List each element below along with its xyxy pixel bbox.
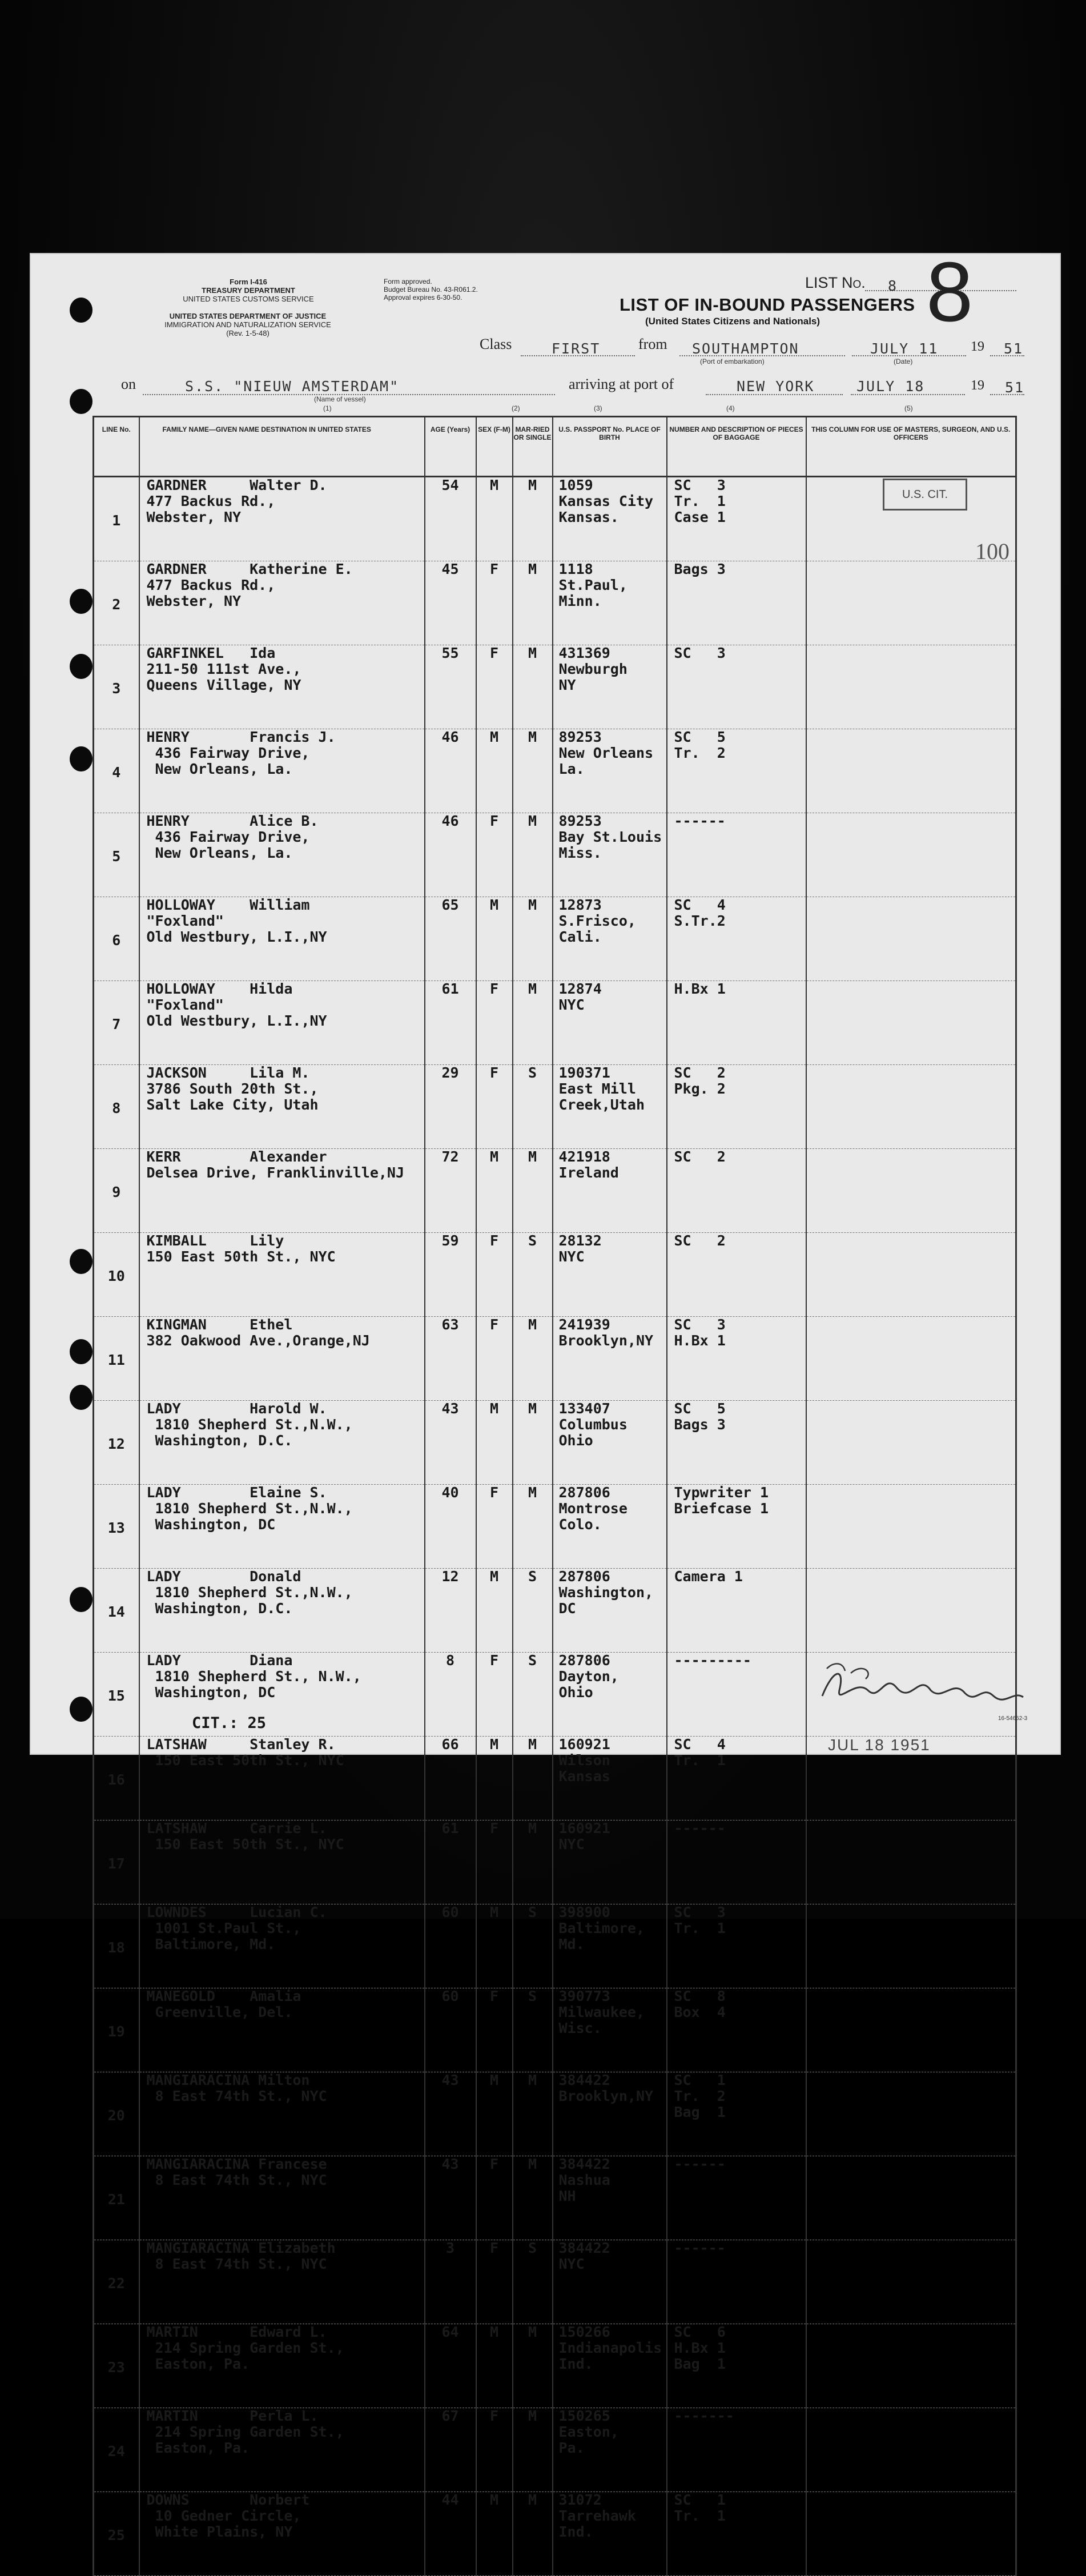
row-baggage: ------ (667, 813, 806, 897)
row-line-number: 7 (94, 981, 139, 1065)
row-line-number: 11 (94, 1317, 139, 1401)
row-line-number: 6 (94, 897, 139, 981)
inspector-signature (811, 1656, 1033, 1719)
punch-hole (70, 1249, 92, 1274)
received-date-stamp: JUL 18 1951 (828, 1736, 931, 1754)
row-age: 61 (425, 981, 476, 1065)
col-header-officers: THIS COLUMN FOR USE OF MASTERS, SURGEON, AND U.S. OFFICERS (806, 417, 1016, 477)
on-label: on (121, 376, 136, 392)
row-marital-status: S (513, 1988, 553, 2072)
row-officer-notes (806, 561, 1016, 645)
row-line-number: 8 (94, 1065, 139, 1149)
row-line-number: 20 (94, 2072, 139, 2156)
row-sex: F (476, 1653, 513, 1737)
row-baggage: SC 5 Tr. 2 (667, 729, 806, 813)
row-line-number: 17 (94, 1821, 139, 1904)
row-passport: 431369 Newburgh NY (553, 645, 667, 729)
row-passport: 384422 Brooklyn,NY (553, 2072, 667, 2156)
table-row (94, 1065, 1016, 1149)
row-baggage: SC 4 S.Tr.2 (667, 897, 806, 981)
col-num-3: (3) (594, 404, 602, 412)
row-name: LADY Diana 1810 Shepherd St., N.W., Washington, DC (139, 1653, 425, 1737)
row-sex: F (476, 2156, 513, 2240)
row-age: 59 (425, 1233, 476, 1317)
justice-dept: UNITED STATES DEPARTMENT OF JUSTICE (169, 312, 327, 320)
col-header-name: FAMILY NAME—GIVEN NAME DESTINATION IN UNITED STATES (139, 417, 425, 477)
row-baggage: SC 3 Tr. 1 Case 1 (667, 477, 806, 561)
col-num-5: (5) (904, 404, 913, 412)
row-line-number: 15 (94, 1653, 139, 1737)
row-officer-notes (806, 1401, 1016, 1485)
passenger-table (92, 416, 1017, 2576)
punch-hole (70, 654, 92, 679)
punch-hole (70, 1339, 92, 1364)
row-officer-notes (806, 645, 1016, 729)
row-officer-notes (806, 1485, 1016, 1569)
table-row (94, 897, 1016, 981)
row-sex: F (476, 981, 513, 1065)
col-num-2: (2) (512, 404, 520, 412)
row-marital-status: M (513, 561, 553, 645)
row-age: 65 (425, 897, 476, 981)
row-age: 54 (425, 477, 476, 561)
row-officer-notes (806, 2156, 1016, 2240)
row-marital-status: M (513, 2324, 553, 2408)
from-value: SOUTHAMPTON (692, 340, 799, 357)
row-line-number: 22 (94, 2240, 139, 2324)
row-sex: F (476, 2408, 513, 2492)
table-row (94, 1317, 1016, 1401)
row-baggage: SC 2 Pkg. 2 (667, 1065, 806, 1149)
row-name: HOLLOWAY William "Foxland" Old Westbury, L.I.,NY (139, 897, 425, 981)
row-baggage: SC 4 Tr. 1 (667, 1737, 806, 1821)
row-baggage: SC 2 (667, 1233, 806, 1317)
passenger-count-note: 100 (975, 538, 1009, 564)
row-name: KERR Alexander Delsea Drive, Franklinville,NJ (139, 1149, 425, 1233)
row-baggage: SC 8 Box 4 (667, 1988, 806, 2072)
row-officer-notes (806, 1569, 1016, 1653)
row-age: 64 (425, 2324, 476, 2408)
punch-hole (70, 1697, 92, 1722)
row-name: HOLLOWAY Hilda "Foxland" Old Westbury, L.I.,NY (139, 981, 425, 1065)
row-line-number: 24 (94, 2408, 139, 2492)
row-baggage: SC 5 Bags 3 (667, 1401, 806, 1485)
approval-block (384, 278, 555, 302)
row-baggage: Bags 3 (667, 561, 806, 645)
row-passport: 384422 NYC (553, 2240, 667, 2324)
row-baggage: SC 3 (667, 645, 806, 729)
list-no-value: 8 (888, 278, 898, 294)
row-officer-notes (806, 729, 1016, 813)
row-marital-status: S (513, 2240, 553, 2324)
table-row (94, 2408, 1016, 2492)
form-number: 16-54652-3 (998, 1715, 1028, 1722)
row-age: 46 (425, 813, 476, 897)
row-line-number: 10 (94, 1233, 139, 1317)
col-header-baggage: NUMBER AND DESCRIPTION OF PIECES OF BAGGAGE (667, 417, 806, 477)
arrival-date: JULY 18 (856, 378, 925, 395)
row-officer-notes (806, 981, 1016, 1065)
row-marital-status: M (513, 645, 553, 729)
row-officer-notes (806, 2408, 1016, 2492)
row-sex: M (476, 729, 513, 813)
approval-line: Approval expires 6-30-50. (384, 294, 462, 302)
port-caption: (Port of embarkation) (700, 357, 765, 365)
row-officer-notes (806, 2324, 1016, 2408)
row-age: 8 (425, 1653, 476, 1737)
row-line-number: 9 (94, 1149, 139, 1233)
row-marital-status: M (513, 2072, 553, 2156)
row-name: HENRY Alice B. 436 Fairway Drive, New Orleans, La. (139, 813, 425, 897)
table-row (94, 1821, 1016, 1904)
row-name: LATSHAW Carrie L. 150 East 50th St., NYC (139, 1821, 425, 1904)
table-header-row (94, 417, 1016, 477)
row-sex: M (476, 1737, 513, 1821)
row-passport: 150266 Indianapolis Ind. (553, 2324, 667, 2408)
row-passport: 89253 New Orleans La. (553, 729, 667, 813)
row-name: JACKSON Lila M. 3786 South 20th St., Salt Lake City, Utah (139, 1065, 425, 1149)
row-officer-notes (806, 1233, 1016, 1317)
row-sex: F (476, 561, 513, 645)
table-row (94, 1904, 1016, 1988)
page-subtitle: (United States Citizens and Nationals) (645, 316, 820, 327)
table-row (94, 981, 1016, 1065)
row-passport: 150265 Easton, Pa. (553, 2408, 667, 2492)
row-name: GARDNER Walter D. 477 Backus Rd., Webster, NY (139, 477, 425, 561)
row-age: 63 (425, 1317, 476, 1401)
row-age: 12 (425, 1569, 476, 1653)
customs-service: UNITED STATES CUSTOMS SERVICE (183, 295, 314, 303)
row-sex: F (476, 1821, 513, 1904)
row-passport: 1059 Kansas City Kansas. (553, 477, 667, 561)
row-name: LADY Elaine S. 1810 Shepherd St.,N.W., Washington, DC (139, 1485, 425, 1569)
class-value: FIRST (552, 340, 601, 357)
row-passport: 190371 East Mill Creek,Utah (553, 1065, 667, 1149)
row-marital-status: M (513, 1737, 553, 1821)
row-marital-status: M (513, 2156, 553, 2240)
table-row (94, 2240, 1016, 2324)
us-cit-stamp: U.S. CIT. (883, 479, 967, 511)
row-officer-notes (806, 813, 1016, 897)
table-row (94, 1485, 1016, 1569)
row-line-number: 2 (94, 561, 139, 645)
punch-hole (70, 1385, 92, 1410)
row-line-number: 5 (94, 813, 139, 897)
table-row (94, 729, 1016, 813)
row-line-number: 21 (94, 2156, 139, 2240)
row-officer-notes (806, 1149, 1016, 1233)
row-marital-status: M (513, 897, 553, 981)
col-num-1: (1) (323, 404, 332, 412)
vessel-caption: (Name of vessel) (314, 395, 366, 403)
punch-hole (70, 589, 92, 614)
col-num-4: (4) (726, 404, 735, 412)
row-officer-notes (806, 897, 1016, 981)
row-age: 29 (425, 1065, 476, 1149)
row-name: LADY Harold W. 1810 Shepherd St.,N.W., Washington, D.C. (139, 1401, 425, 1485)
table-row (94, 1401, 1016, 1485)
row-name: MANGIARACINA Milton 8 East 74th St., NYC (139, 2072, 425, 2156)
row-age: 45 (425, 561, 476, 645)
row-age: 3 (425, 2240, 476, 2324)
row-name: HENRY Francis J. 436 Fairway Drive, New Orleans, La. (139, 729, 425, 813)
col-header-married: MAR-RIED OR SINGLE (513, 417, 553, 477)
row-baggage: SC 1 Tr. 2 Bag 1 (667, 2072, 806, 2156)
row-name: LADY Donald 1810 Shepherd St.,N.W., Washington, D.C. (139, 1569, 425, 1653)
punch-hole (70, 1587, 92, 1612)
row-name: DOWNS Norbert 10 Gedner Circle, White Plains, NY (139, 2492, 425, 2576)
row-sex: M (476, 2324, 513, 2408)
row-age: 46 (425, 729, 476, 813)
row-passport: 287806 Montrose Colo. (553, 1485, 667, 1569)
row-passport: 287806 Washington, DC (553, 1569, 667, 1653)
year-prefix: 19 (971, 339, 984, 354)
row-age: 61 (425, 1821, 476, 1904)
table-row (94, 2492, 1016, 2576)
row-age: 55 (425, 645, 476, 729)
row-baggage: ------ (667, 1821, 806, 1904)
row-age: 40 (425, 1485, 476, 1569)
table-row (94, 477, 1016, 561)
row-officer-notes (806, 1065, 1016, 1149)
approval-line: Form approved. (384, 278, 432, 286)
row-baggage: SC 1 Tr. 1 (667, 2492, 806, 2576)
row-marital-status: S (513, 1569, 553, 1653)
row-marital-status: M (513, 1317, 553, 1401)
row-marital-status: S (513, 1653, 553, 1737)
row-sex: F (476, 645, 513, 729)
row-passport: 390773 Milwaukee, Wisc. (553, 1988, 667, 2072)
table-row (94, 1149, 1016, 1233)
from-label: from (638, 336, 667, 352)
row-marital-status: M (513, 1401, 553, 1485)
row-sex: F (476, 1317, 513, 1401)
year-sailed: 51 (1004, 340, 1024, 357)
row-passport: 241939 Brooklyn,NY (553, 1317, 667, 1401)
ins-name: IMMIGRATION AND NATURALIZATION SERVICE (164, 320, 331, 329)
punch-hole (70, 389, 92, 414)
row-sex: F (476, 813, 513, 897)
row-line-number: 12 (94, 1401, 139, 1485)
row-name: MANEGOLD Amalia Greenville, Del. (139, 1988, 425, 2072)
row-name: KINGMAN Ethel 382 Oakwood Ave.,Orange,NJ (139, 1317, 425, 1401)
punch-hole (70, 298, 92, 323)
row-name: LATSHAW Stanley R. 150 East 50th St., NYC (139, 1737, 425, 1821)
row-baggage: Camera 1 (667, 1569, 806, 1653)
table-row (94, 1233, 1016, 1317)
row-passport: 398900 Baltimore, Md. (553, 1904, 667, 1988)
row-marital-status: M (513, 1485, 553, 1569)
col-header-line: LINE No. (94, 417, 139, 477)
row-officer-notes (806, 1904, 1016, 1988)
class-label: Class (480, 336, 512, 352)
row-name: GARFINKEL Ida 211-50 111st Ave., Queens Village, NY (139, 645, 425, 729)
row-line-number: 16 (94, 1737, 139, 1821)
row-name: MANGIARACINA Elizabeth 8 East 74th St., NYC (139, 2240, 425, 2324)
row-sex: M (476, 1904, 513, 1988)
row-age: 43 (425, 2156, 476, 2240)
list-no-handwritten: 8 (926, 245, 974, 339)
row-baggage: ------- (667, 2408, 806, 2492)
row-passport: 31072 Tarrehawk Ind. (553, 2492, 667, 2576)
justice-block (116, 312, 379, 337)
row-line-number: 13 (94, 1485, 139, 1569)
row-officer-notes (806, 2072, 1016, 2156)
row-baggage: ------ (667, 2240, 806, 2324)
row-passport: 133407 Columbus Ohio (553, 1401, 667, 1485)
row-sex: M (476, 1569, 513, 1653)
arriving-label: arriving at port of (569, 376, 674, 392)
row-sex: M (476, 2072, 513, 2156)
row-name: MARTIN Perla L. 214 Spring Garden St., Easton, Pa. (139, 2408, 425, 2492)
table-row (94, 1569, 1016, 1653)
list-no-label: LIST No. (805, 274, 866, 291)
approval-line: Budget Bureau No. 43-R061.2. (384, 286, 478, 294)
row-name: MARTIN Edward L. 214 Spring Garden St., Easton, Pa. (139, 2324, 425, 2408)
row-passport: 12873 S.Frisco, Cali. (553, 897, 667, 981)
row-marital-status: M (513, 729, 553, 813)
revision: (Rev. 1-5-48) (226, 329, 270, 337)
row-officer-notes (806, 2492, 1016, 2576)
row-marital-status: M (513, 1821, 553, 1904)
row-line-number: 1 (94, 477, 139, 561)
row-age: 60 (425, 1904, 476, 1988)
row-age: 66 (425, 1737, 476, 1821)
punch-hole (70, 746, 92, 771)
row-passport: 28132 NYC (553, 1233, 667, 1317)
row-line-number: 4 (94, 729, 139, 813)
row-baggage: H.Bx 1 (667, 981, 806, 1065)
table-row (94, 561, 1016, 645)
row-sex: F (476, 1233, 513, 1317)
row-passport: 287806 Dayton, Ohio (553, 1653, 667, 1737)
row-officer-notes (806, 2240, 1016, 2324)
row-sex: M (476, 1149, 513, 1233)
row-passport: 160921 NYC (553, 1821, 667, 1904)
row-line-number: 19 (94, 1988, 139, 2072)
col-header-age: AGE (Years) (425, 417, 476, 477)
table-row (94, 2324, 1016, 2408)
row-baggage: ------ (667, 2156, 806, 2240)
citizen-total: CIT.: 25 (192, 1714, 267, 1732)
row-age: 72 (425, 1149, 476, 1233)
row-line-number: 14 (94, 1569, 139, 1653)
row-officer-notes (806, 1988, 1016, 2072)
row-passport: 421918 Ireland (553, 1149, 667, 1233)
row-officer-notes (806, 1317, 1016, 1401)
row-marital-status: M (513, 981, 553, 1065)
row-passport: 384422 Nashua NH (553, 2156, 667, 2240)
row-age: 60 (425, 1988, 476, 2072)
row-sex: M (476, 477, 513, 561)
treasury-block (154, 278, 343, 303)
row-baggage: SC 3 Tr. 1 (667, 1904, 806, 1988)
row-sex: F (476, 2240, 513, 2324)
row-age: 43 (425, 2072, 476, 2156)
row-baggage: --------- (667, 1653, 806, 1737)
row-sex: F (476, 1065, 513, 1149)
row-baggage: SC 3 H.Bx 1 (667, 1317, 806, 1401)
row-marital-status: M (513, 477, 553, 561)
row-age: 43 (425, 1401, 476, 1485)
row-marital-status: M (513, 1149, 553, 1233)
row-passport: 1118 St.Paul, Minn. (553, 561, 667, 645)
row-sex: M (476, 897, 513, 981)
row-line-number: 3 (94, 645, 139, 729)
col-header-passport: U.S. PASSPORT No. PLACE OF BIRTH (553, 417, 667, 477)
row-sex: F (476, 1485, 513, 1569)
table-row (94, 2156, 1016, 2240)
row-line-number: 18 (94, 1904, 139, 1988)
col-header-sex: SEX (F-M) (476, 417, 513, 477)
row-passport: 160921 Wilson Kansas (553, 1737, 667, 1821)
treasury-dept: TREASURY DEPARTMENT (202, 286, 295, 295)
vessel-name: S.S. "NIEUW AMSTERDAM" (185, 378, 400, 395)
row-officer-notes (806, 1821, 1016, 1904)
row-name: LOWNDES Lucian C. 1001 St.Paul St., Baltimore, Md. (139, 1904, 425, 1988)
page-title: LIST OF IN-BOUND PASSENGERS (620, 295, 915, 315)
row-baggage: Typwriter 1 Briefcase 1 (667, 1485, 806, 1569)
row-sex: M (476, 2492, 513, 2576)
row-name: KIMBALL Lily 150 East 50th St., NYC (139, 1233, 425, 1317)
row-marital-status: M (513, 813, 553, 897)
row-age: 44 (425, 2492, 476, 2576)
row-age: 67 (425, 2408, 476, 2492)
row-marital-status: S (513, 1065, 553, 1149)
row-marital-status: M (513, 2408, 553, 2492)
year-prefix-2: 19 (971, 378, 984, 393)
date-sailed: JULY 11 (870, 340, 939, 357)
row-marital-status: S (513, 1233, 553, 1317)
row-sex: M (476, 1401, 513, 1485)
row-name: GARDNER Katherine E. 477 Backus Rd., Webster, NY (139, 561, 425, 645)
row-line-number: 25 (94, 2492, 139, 2576)
row-marital-status: M (513, 2492, 553, 2576)
table-row (94, 813, 1016, 897)
date-caption: (Date) (894, 357, 913, 365)
row-name: MANGIARACINA Francese 8 East 74th St., NYC (139, 2156, 425, 2240)
row-marital-status: S (513, 1904, 553, 1988)
year-arrived: 51 (1005, 379, 1025, 396)
table-row (94, 1988, 1016, 2072)
arrival-port: NEW YORK (737, 378, 815, 395)
row-baggage: SC 6 H.Bx 1 Bag 1 (667, 2324, 806, 2408)
row-baggage: SC 2 (667, 1149, 806, 1233)
table-row (94, 2072, 1016, 2156)
row-line-number: 23 (94, 2324, 139, 2408)
table-row (94, 645, 1016, 729)
form-id: Form I-416 (230, 278, 267, 286)
row-passport: 12874 NYC (553, 981, 667, 1065)
row-passport: 89253 Bay St.Louis Miss. (553, 813, 667, 897)
row-sex: F (476, 1988, 513, 2072)
